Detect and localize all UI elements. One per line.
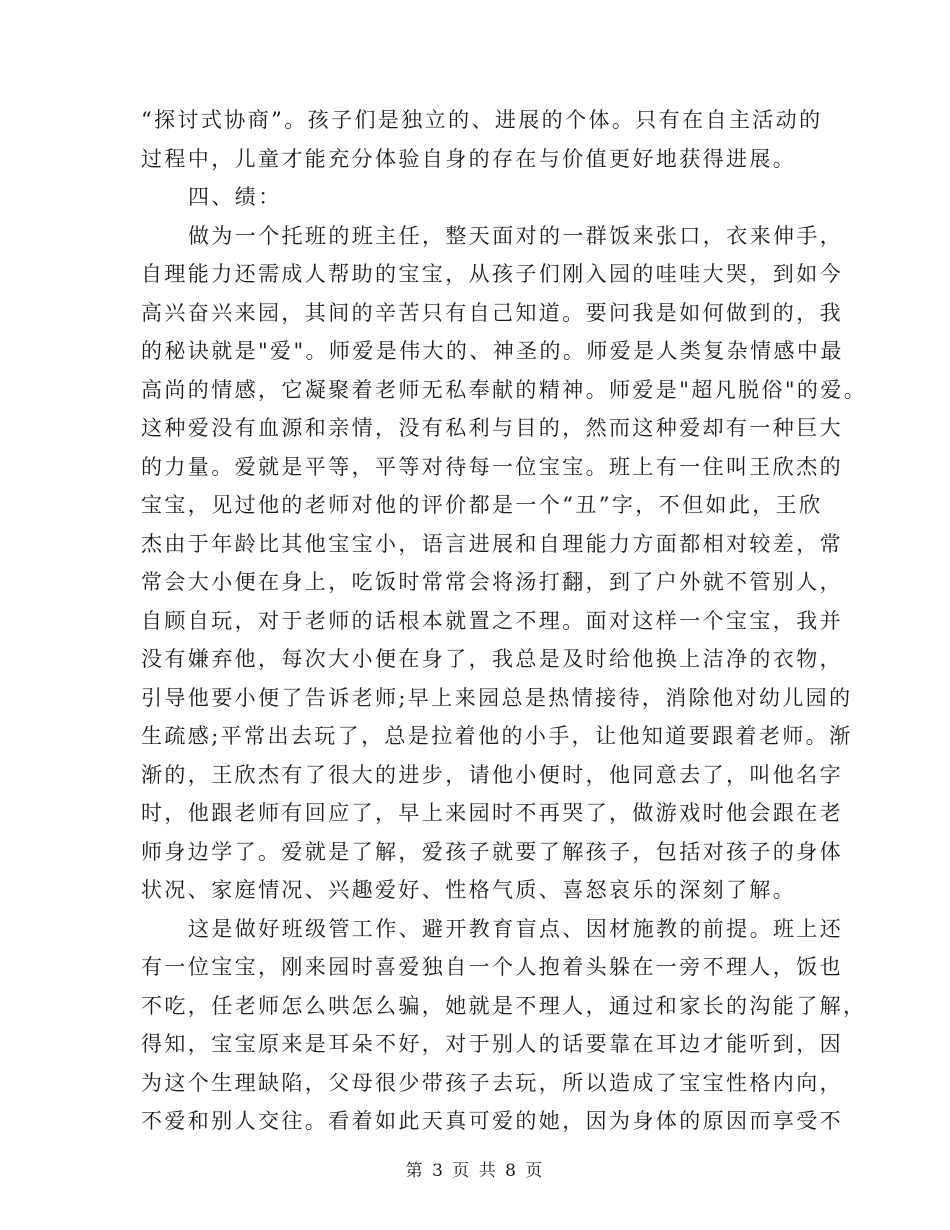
section-heading: 四、绩： — [188, 185, 282, 209]
text-line: 不爱和别人交往。看着如此天真可爱的她，因为身体的原因而享受不 — [141, 1109, 843, 1133]
text-line: 过程中，儿童才能充分体验自身的存在与价值更好地获得进展。 — [141, 146, 797, 171]
text-line: 的力量。爱就是平等，平等对待每一位宝宝。班上有一住叫王欣杰的 — [141, 454, 843, 479]
text-line: 高兴奋兴来园，其间的辛苦只有自己知道。要问我是如何做到的，我 — [141, 300, 843, 325]
text-line: 这种爱没有血源和亲情，没有私利与目的，然而这种爱却有一种巨大 — [141, 416, 843, 440]
text-line: 宝宝，见过他的老师对他的评价都是一个“丑”字，不但如此，王欣 — [141, 493, 823, 517]
text-line: 高尚的情感，它凝聚着老师无私奉献的精神。师爱是"超凡脱俗"的爱。 — [141, 377, 868, 402]
text-line: 杰由于年龄比其他宝宝小，语言进展和自理能力方面都相对较差，常 — [141, 531, 843, 556]
text-line: 师身边学了。爱就是了解，爱孩子就要了解孩子，包括对孩子的身体 — [141, 839, 843, 864]
page-number-footer: 第 3 页 共 8 页 — [405, 1161, 545, 1181]
text-line: 自理能力还需成人帮助的宝宝，从孩子们刚入园的哇哇大哭，到如今 — [141, 262, 843, 286]
text-line: 生疏感;平常出去玩了，总是拉着他的小手，让他知道要跟着老师。渐 — [141, 724, 853, 748]
text-line: “探讨式协商”。孩子们是独立的、进展的个体。只有在自主活动的 — [141, 108, 823, 132]
text-line: 没有嫌弃他，每次大小便在身了，我总是及时给他换上洁净的衣物， — [141, 647, 843, 671]
text-line: 这是做好班级管工作、避开教育盲点、因材施教的前提。班上还 — [188, 916, 844, 941]
text-line: 状况、家庭情况、兴趣爱好、性格气质、喜怒哀乐的深刻了解。 — [141, 878, 797, 902]
text-line: 时，他跟老师有回应了，早上来园时不再哭了，做游戏时他会跟在老 — [141, 801, 843, 825]
text-line: 渐的，王欣杰有了很大的进步，请他小便时，他同意去了，叫他名字 — [141, 762, 843, 787]
text-line: 自顾自玩，对于老师的话根本就置之不理。面对这样一个宝宝，我并 — [141, 608, 843, 633]
text-line: 不吃，任老师怎么哄怎么骗，她就是不理人，通过和家长的沟能了解， — [141, 993, 867, 1018]
text-line: 为这个生理缺陷，父母很少带孩子去玩，所以造成了宝宝性格内向， — [141, 1070, 843, 1095]
text-line: 常会大小便在身上，吃饭时常常会将汤打翻，到了户外就不管别人， — [141, 570, 843, 594]
text-line: 做为一个托班的班主任，整天面对的一群饭来张口，衣来伸手， — [188, 223, 844, 248]
text-line: 得知，宝宝原来是耳朵不好，对于别人的话要靠在耳边才能听到，因 — [141, 1032, 843, 1056]
text-line: 引导他要小便了告诉老师;早上来园总是热情接待，消除他对幼儿园的 — [141, 685, 853, 710]
text-line: 有一位宝宝，刚来园时喜爱独自一个人抱着头躲在一旁不理人，饭也 — [141, 955, 843, 979]
text-line: 的秘诀就是"爱"。师爱是伟大的、神圣的。师爱是人类复杂情感中最 — [141, 339, 844, 363]
